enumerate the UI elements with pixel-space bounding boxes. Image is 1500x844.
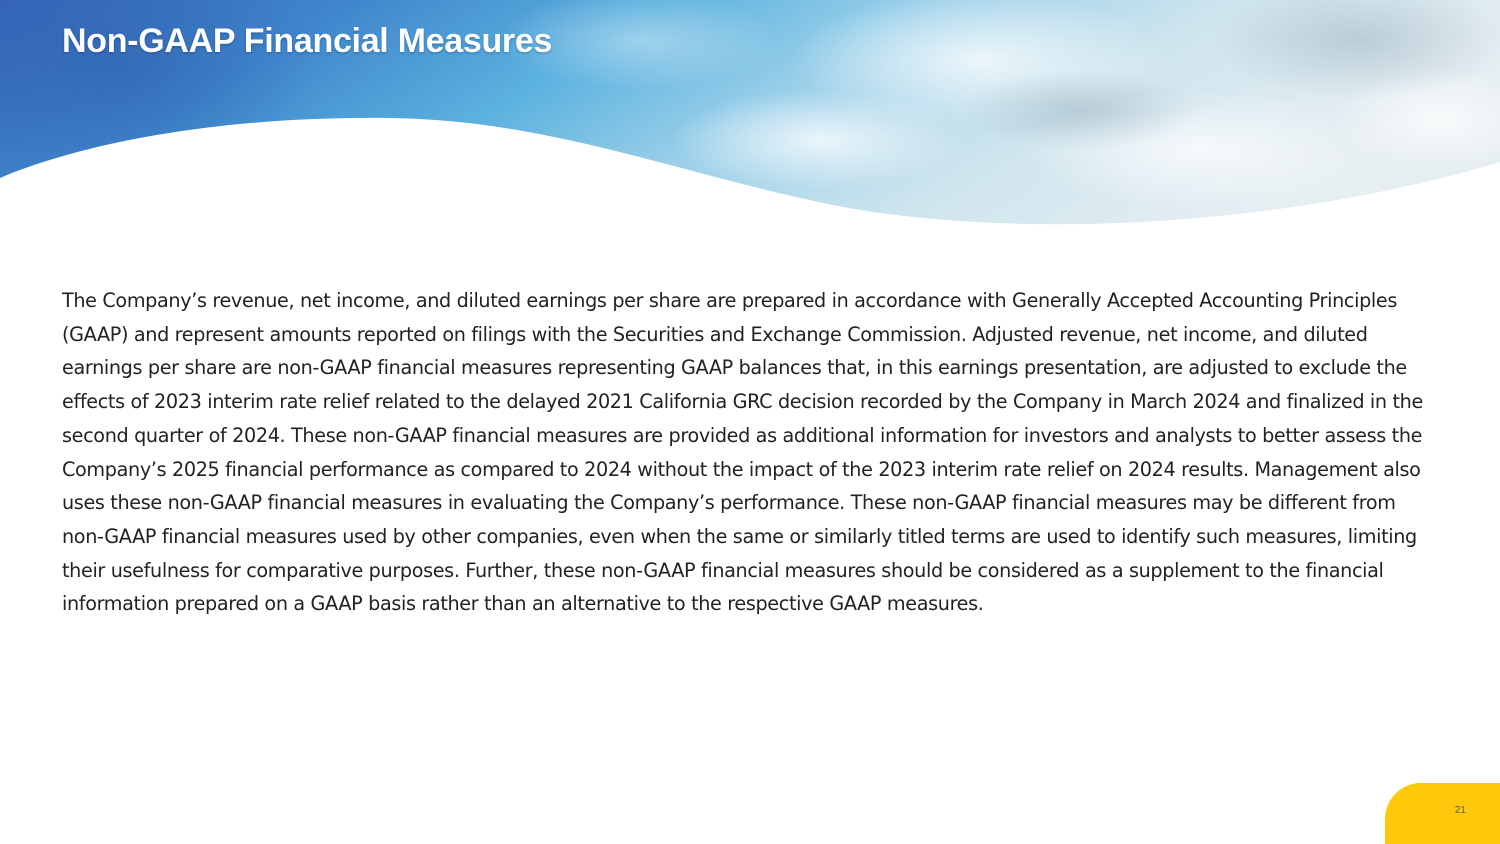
page-number-tab — [1385, 783, 1500, 844]
body-paragraph: The Company’s revenue, net income, and diluted earnings per share are prepared in accordance with Generally Accepted Accounting Principles (GAAP) and represent amounts reported on filings with the Securities and Exchange Commission. Adjusted revenue, net income, and diluted earnings per share are non-GAAP financial measures representing GAAP balances that, in this earnings presentation, are adjusted to exclude the effects of 2023 interim rate relief related to the delayed 2021 California GRC decision recorded by the Company in March 2024 and finalized in the second quarter of 2024. These non-GAAP financial measures are provided as additional information for investors and analysts to better assess the Company’s 2025 financial performance as compared to 2024 without the impact of the 2023 interim rate relief on 2024 results. Management also uses these non-GAAP financial measures in evaluating the Company’s performance. These non-GAAP financial measures may be different from non-GAAP financial measures used by other companies, even when the same or similarly titled terms are used to identify such measures, limiting their usefulness for comparative purposes. Further, these non-GAAP financial measures should be considered as a supplement to the financial information prepared on a GAAP basis rather than an alternative to the respective GAAP measures. — [62, 289, 1423, 616]
slide-title: Non-GAAP Financial Measures — [62, 22, 553, 60]
page-number: 21 — [1454, 805, 1466, 816]
